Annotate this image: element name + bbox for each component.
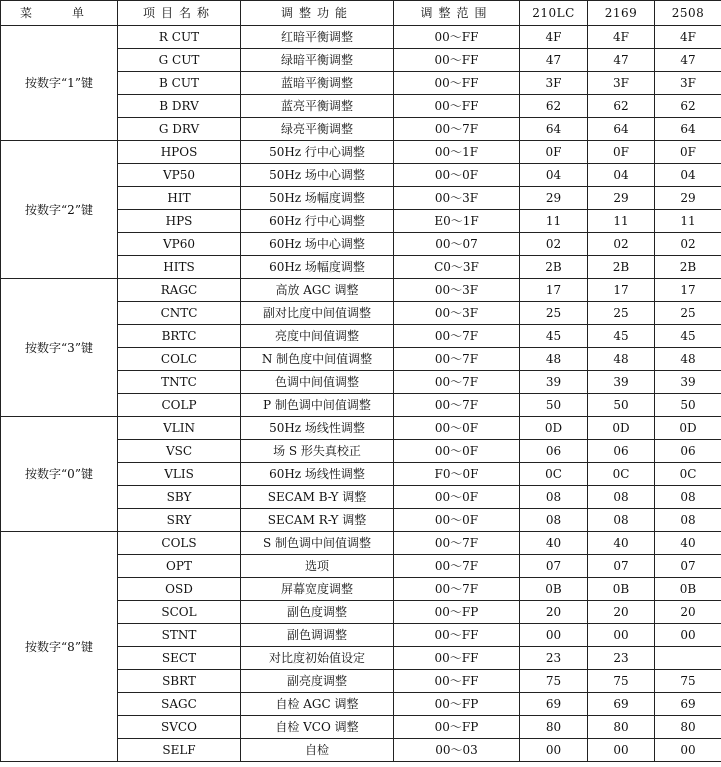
table-row xyxy=(1,532,721,555)
range: 00～0F xyxy=(394,417,520,440)
value-210lc: 2B xyxy=(520,256,588,279)
function: 蓝亮平衡调整 xyxy=(241,95,394,118)
value-2169: 0D xyxy=(588,417,655,440)
value-2169: 64 xyxy=(588,118,655,141)
menu-group-label: 按数字“3”键 xyxy=(1,279,118,417)
item-code: SELF xyxy=(118,739,241,762)
function: 绿亮平衡调整 xyxy=(241,118,394,141)
value-210lc: 45 xyxy=(520,325,588,348)
range: 00～3F xyxy=(394,187,520,210)
value-2169: 02 xyxy=(588,233,655,256)
value-2508: 0D xyxy=(655,417,721,440)
value-2169: 08 xyxy=(588,486,655,509)
value-210lc: 00 xyxy=(520,624,588,647)
range: 00～0F xyxy=(394,440,520,463)
item-code: OSD xyxy=(118,578,241,601)
item-code: HPOS xyxy=(118,141,241,164)
value-210lc: 29 xyxy=(520,187,588,210)
range: 00～FF xyxy=(394,670,520,693)
value-210lc: 04 xyxy=(520,164,588,187)
header-range: 调整范围 xyxy=(394,1,520,26)
function: 60Hz 场线性调整 xyxy=(241,463,394,486)
value-2508: 08 xyxy=(655,486,721,509)
value-2508: 00 xyxy=(655,624,721,647)
value-2508: 06 xyxy=(655,440,721,463)
item-code: VP60 xyxy=(118,233,241,256)
item-code: VSC xyxy=(118,440,241,463)
value-2169: 00 xyxy=(588,739,655,762)
function: 色调中间值调整 xyxy=(241,371,394,394)
range: 00～7F xyxy=(394,394,520,417)
range: 00～07 xyxy=(394,233,520,256)
value-2508: 07 xyxy=(655,555,721,578)
value-210lc: 4F xyxy=(520,26,588,49)
function: 红暗平衡调整 xyxy=(241,26,394,49)
table-row xyxy=(1,279,721,302)
range: 00～7F xyxy=(394,348,520,371)
value-210lc: 64 xyxy=(520,118,588,141)
range: 00～FF xyxy=(394,49,520,72)
range: 00～FF xyxy=(394,95,520,118)
range: 00～0F xyxy=(394,164,520,187)
value-2508: 64 xyxy=(655,118,721,141)
value-2508: 02 xyxy=(655,233,721,256)
value-210lc: 17 xyxy=(520,279,588,302)
item-code: CNTC xyxy=(118,302,241,325)
value-2508: 69 xyxy=(655,693,721,716)
function: 50Hz 行中心调整 xyxy=(241,141,394,164)
function: 50Hz 场幅度调整 xyxy=(241,187,394,210)
item-code: COLS xyxy=(118,532,241,555)
item-code: B DRV xyxy=(118,95,241,118)
value-2169: 80 xyxy=(588,716,655,739)
value-2508: 0F xyxy=(655,141,721,164)
value-2169: 23 xyxy=(588,647,655,670)
value-210lc: 3F xyxy=(520,72,588,95)
value-210lc: 08 xyxy=(520,509,588,532)
range: 00～3F xyxy=(394,279,520,302)
range: 00～7F xyxy=(394,555,520,578)
value-210lc: 11 xyxy=(520,210,588,233)
item-code: SAGC xyxy=(118,693,241,716)
value-2508: 45 xyxy=(655,325,721,348)
value-2508: 4F xyxy=(655,26,721,49)
value-210lc: 40 xyxy=(520,532,588,555)
item-code: BRTC xyxy=(118,325,241,348)
item-code: SBRT xyxy=(118,670,241,693)
table-row xyxy=(1,417,721,440)
value-210lc: 02 xyxy=(520,233,588,256)
table-row xyxy=(1,141,721,164)
function: 自检 AGC 调整 xyxy=(241,693,394,716)
function: N 制色度中间值调整 xyxy=(241,348,394,371)
value-210lc: 07 xyxy=(520,555,588,578)
value-2169: 0F xyxy=(588,141,655,164)
range: 00～7F xyxy=(394,325,520,348)
function: 选项 xyxy=(241,555,394,578)
range: 00～FF xyxy=(394,624,520,647)
item-code: G DRV xyxy=(118,118,241,141)
item-code: SBY xyxy=(118,486,241,509)
value-2508: 29 xyxy=(655,187,721,210)
range: C0～3F xyxy=(394,256,520,279)
value-210lc: 39 xyxy=(520,371,588,394)
value-210lc: 25 xyxy=(520,302,588,325)
range: 00～FP xyxy=(394,693,520,716)
range: 00～FF xyxy=(394,26,520,49)
menu-group-label: 按数字“0”键 xyxy=(1,417,118,532)
value-210lc: 06 xyxy=(520,440,588,463)
value-2169: 04 xyxy=(588,164,655,187)
value-210lc: 00 xyxy=(520,739,588,762)
function: 副对比度中间值调整 xyxy=(241,302,394,325)
item-code: HITS xyxy=(118,256,241,279)
value-2508: 17 xyxy=(655,279,721,302)
function: S 制色调中间值调整 xyxy=(241,532,394,555)
value-2508: 08 xyxy=(655,509,721,532)
value-2169: 4F xyxy=(588,26,655,49)
range: 00～7F xyxy=(394,118,520,141)
value-210lc: 0F xyxy=(520,141,588,164)
function: 自检 xyxy=(241,739,394,762)
header-menu: 菜 单 xyxy=(1,1,118,26)
value-2508 xyxy=(655,647,721,670)
value-2169: 62 xyxy=(588,95,655,118)
menu-group-label: 按数字“2”键 xyxy=(1,141,118,279)
item-code: STNT xyxy=(118,624,241,647)
value-210lc: 48 xyxy=(520,348,588,371)
value-2169: 29 xyxy=(588,187,655,210)
value-2169: 08 xyxy=(588,509,655,532)
value-2169: 25 xyxy=(588,302,655,325)
menu-group-label: 按数字“1”键 xyxy=(1,26,118,141)
range: 00～03 xyxy=(394,739,520,762)
header-function: 调整功能 xyxy=(241,1,394,26)
menu-group-label: 按数字“8”键 xyxy=(1,532,118,762)
item-code: RAGC xyxy=(118,279,241,302)
range: 00～3F xyxy=(394,302,520,325)
value-2169: 20 xyxy=(588,601,655,624)
value-2508: 40 xyxy=(655,532,721,555)
range: F0～0F xyxy=(394,463,520,486)
value-2508: 39 xyxy=(655,371,721,394)
value-210lc: 08 xyxy=(520,486,588,509)
value-210lc: 80 xyxy=(520,716,588,739)
value-2169: 3F xyxy=(588,72,655,95)
range: E0～1F xyxy=(394,210,520,233)
item-code: VLIN xyxy=(118,417,241,440)
range: 00～1F xyxy=(394,141,520,164)
value-2508: 75 xyxy=(655,670,721,693)
item-code: OPT xyxy=(118,555,241,578)
function: 50Hz 场线性调整 xyxy=(241,417,394,440)
value-2508: 20 xyxy=(655,601,721,624)
value-2169: 69 xyxy=(588,693,655,716)
value-2169: 0C xyxy=(588,463,655,486)
function: 副色度调整 xyxy=(241,601,394,624)
range: 00～7F xyxy=(394,371,520,394)
function: SECAM R-Y 调整 xyxy=(241,509,394,532)
value-2508: 00 xyxy=(655,739,721,762)
value-2169: 50 xyxy=(588,394,655,417)
function: P 制色调中间值调整 xyxy=(241,394,394,417)
range: 00～FF xyxy=(394,647,520,670)
range: 00～7F xyxy=(394,578,520,601)
value-2169: 47 xyxy=(588,49,655,72)
item-code: COLC xyxy=(118,348,241,371)
range: 00～7F xyxy=(394,532,520,555)
value-2169: 06 xyxy=(588,440,655,463)
value-210lc: 23 xyxy=(520,647,588,670)
value-210lc: 0C xyxy=(520,463,588,486)
item-code: SRY xyxy=(118,509,241,532)
value-2169: 00 xyxy=(588,624,655,647)
value-2508: 3F xyxy=(655,72,721,95)
header-model-2508: 2508 xyxy=(655,1,721,26)
value-2508: 04 xyxy=(655,164,721,187)
item-code: VLIS xyxy=(118,463,241,486)
function: 50Hz 场中心调整 xyxy=(241,164,394,187)
value-2508: 80 xyxy=(655,716,721,739)
item-code: TNTC xyxy=(118,371,241,394)
function: 60Hz 行中心调整 xyxy=(241,210,394,233)
function: 60Hz 场幅度调整 xyxy=(241,256,394,279)
item-code: VP50 xyxy=(118,164,241,187)
function: 对比度初始值设定 xyxy=(241,647,394,670)
range: 00～0F xyxy=(394,486,520,509)
value-210lc: 75 xyxy=(520,670,588,693)
value-2169: 0B xyxy=(588,578,655,601)
header-row xyxy=(1,1,721,26)
value-2508: 25 xyxy=(655,302,721,325)
header-model-210lc: 210LC xyxy=(520,1,588,26)
function: 场 S 形失真校正 xyxy=(241,440,394,463)
value-2169: 2B xyxy=(588,256,655,279)
value-210lc: 0B xyxy=(520,578,588,601)
value-2169: 40 xyxy=(588,532,655,555)
value-2508: 0C xyxy=(655,463,721,486)
value-2169: 17 xyxy=(588,279,655,302)
value-210lc: 50 xyxy=(520,394,588,417)
value-2508: 0B xyxy=(655,578,721,601)
item-code: B CUT xyxy=(118,72,241,95)
header-model-2169: 2169 xyxy=(588,1,655,26)
value-2169: 75 xyxy=(588,670,655,693)
value-2508: 50 xyxy=(655,394,721,417)
function: SECAM B-Y 调整 xyxy=(241,486,394,509)
item-code: SVCO xyxy=(118,716,241,739)
function: 屏幕宽度调整 xyxy=(241,578,394,601)
range: 00～0F xyxy=(394,509,520,532)
value-210lc: 62 xyxy=(520,95,588,118)
item-code: R CUT xyxy=(118,26,241,49)
value-2508: 48 xyxy=(655,348,721,371)
value-2508: 47 xyxy=(655,49,721,72)
range: 00～FF xyxy=(394,72,520,95)
value-2508: 62 xyxy=(655,95,721,118)
value-2169: 45 xyxy=(588,325,655,348)
item-code: HPS xyxy=(118,210,241,233)
function: 绿暗平衡调整 xyxy=(241,49,394,72)
range: 00～FP xyxy=(394,716,520,739)
function: 副色调调整 xyxy=(241,624,394,647)
item-code: HIT xyxy=(118,187,241,210)
function: 自检 VCO 调整 xyxy=(241,716,394,739)
value-2169: 11 xyxy=(588,210,655,233)
value-2169: 39 xyxy=(588,371,655,394)
table-body xyxy=(1,26,721,762)
item-code: SECT xyxy=(118,647,241,670)
function: 高放 AGC 调整 xyxy=(241,279,394,302)
value-2508: 11 xyxy=(655,210,721,233)
table-row xyxy=(1,26,721,49)
function: 亮度中间值调整 xyxy=(241,325,394,348)
function: 60Hz 场中心调整 xyxy=(241,233,394,256)
value-210lc: 0D xyxy=(520,417,588,440)
range: 00～FP xyxy=(394,601,520,624)
value-2508: 2B xyxy=(655,256,721,279)
function: 副亮度调整 xyxy=(241,670,394,693)
item-code: SCOL xyxy=(118,601,241,624)
value-210lc: 47 xyxy=(520,49,588,72)
value-210lc: 20 xyxy=(520,601,588,624)
function: 蓝暗平衡调整 xyxy=(241,72,394,95)
value-2169: 07 xyxy=(588,555,655,578)
value-210lc: 69 xyxy=(520,693,588,716)
item-code: G CUT xyxy=(118,49,241,72)
item-code: COLP xyxy=(118,394,241,417)
value-2169: 48 xyxy=(588,348,655,371)
header-item-name: 项目名称 xyxy=(118,1,241,26)
